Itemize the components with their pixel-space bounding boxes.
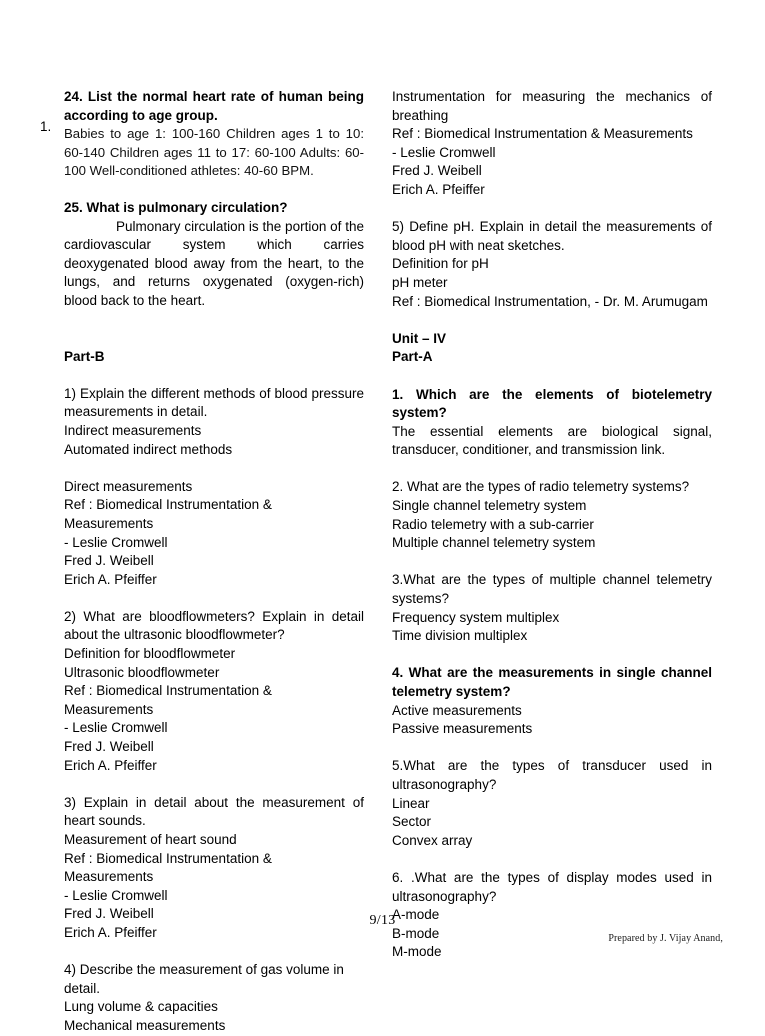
author-line: Fred J. Weibell [64, 553, 154, 569]
item-question: 3) Explain in detail about the measurement of heart sounds. [64, 794, 364, 829]
part-b-item-1 [64, 385, 364, 590]
part-b-item-2 [64, 608, 364, 775]
question-answer: The essential elements are biological signal, transducer, conditioner, and transmission link. [392, 423, 712, 458]
reference-line: Ref : Biomedical Instrumentation & Measurements [392, 126, 693, 142]
author-line: Erich A. Pfeiffer [64, 571, 157, 587]
page-number: 9/13 [369, 913, 396, 928]
answer-line: M-mode [392, 944, 442, 960]
reference-line: Ref : Biomedical Instrumentation & Measurements [64, 497, 276, 531]
answer-line: Frequency system multiplex [392, 609, 560, 625]
reference-line: Ref : Biomedical Instrumentation & Measurements [64, 683, 276, 717]
item-line: Automated indirect methods [64, 441, 233, 457]
spacer [64, 339, 364, 348]
answer-line: Sector [392, 814, 432, 830]
question-heading: 3.What are the types of multiple channel telemetry systems? [392, 572, 712, 607]
question-24-answer: Babies to age 1: 100-160 Children ages 1 to 10: 60-140 Children ages 11 to 17: 60-100 Adults: 60-100 Well-conditioned athletes: 40-60 BPM. [64, 126, 364, 178]
answer-line: Passive measurements [392, 721, 533, 737]
spacer [392, 311, 712, 330]
author-line: Fred J. Weibell [64, 906, 154, 922]
question-heading: 4. What are the measurements in single channel telemetry system? [392, 665, 712, 699]
author-line: - Leslie Cromwell [392, 144, 496, 160]
part-a-question-1 [392, 386, 712, 460]
spacer [64, 311, 364, 339]
unit-heading: Unit – IV [392, 330, 447, 346]
part-a-question-4 [392, 664, 712, 738]
spacer [64, 366, 364, 385]
right-column [392, 88, 712, 962]
part-b-item-4 [64, 961, 364, 1035]
answer-line: A-mode [392, 907, 440, 923]
author-line: - Leslie Cromwell [64, 720, 168, 736]
question-heading: 2. What are the types of radio telemetry systems? [392, 479, 690, 495]
list-marker-1: 1. [40, 119, 52, 134]
spacer [64, 943, 364, 962]
answer-line: Active measurements [392, 702, 522, 718]
question-24-heading: 24. List the normal heart rate of human being according to age group. [64, 89, 364, 123]
author-line: Fred J. Weibell [392, 163, 482, 179]
item-question: 5) Define pH. Explain in detail the measurements of blood pH with neat sketches. [392, 219, 712, 253]
part-b-heading: Part-B [64, 348, 105, 364]
author-line: Erich A. Pfeiffer [392, 181, 485, 197]
spacer [392, 739, 712, 758]
item-question: 4) Describe the measurement of gas volume in detail. [64, 962, 348, 996]
answer-line: Convex array [392, 832, 473, 848]
item-line: Mechanical measurements [64, 1017, 226, 1033]
item-line: Definition for bloodflowmeter [64, 646, 236, 662]
prepared-by-footer: Prepared by J. Vijay Anand, [608, 933, 723, 944]
question-heading: 5.What are the types of transducer used in ultrasonography? [392, 758, 712, 792]
spacer [392, 850, 712, 869]
author-line: - Leslie Cromwell [64, 887, 168, 903]
answer-line: Time division multiplex [392, 628, 528, 644]
item-question-continued: Instrumentation for measuring the mechanics of breathing [392, 89, 712, 123]
item-line: Ultrasonic bloodflowmeter [64, 664, 220, 680]
spacer [64, 180, 364, 199]
item-line: Definition for pH [392, 256, 489, 272]
left-column [64, 88, 364, 1036]
spacer [392, 367, 712, 386]
question-25-answer: Pulmonary circulation is the portion of the cardiovascular system which carries deoxygenated blood away from the heart, to the lungs, and returns oxygenated (oxygen-rich) blood back to the heart. [64, 218, 364, 308]
answer-line: Linear [392, 795, 430, 811]
item-line: Lung volume & capacities [64, 999, 218, 1015]
answer-line: Radio telemetry with a sub-carrier [392, 516, 594, 532]
answer-line: Single channel telemetry system [392, 498, 587, 514]
author-line: - Leslie Cromwell [64, 534, 168, 550]
reference-line: Ref : Biomedical Instrumentation, - Dr. M. Arumugam [392, 293, 708, 309]
item-question: 2) What are bloodflowmeters? Explain in detail about the ultrasonic bloodflowmeter? [64, 608, 364, 643]
item-line: pH meter [392, 274, 448, 290]
author-line: Erich A. Pfeiffer [64, 757, 157, 773]
spacer [64, 459, 364, 478]
answer-line: B-mode [392, 925, 440, 941]
spacer [392, 646, 712, 665]
part-a-question-2 [392, 478, 712, 552]
item-line: Measurement of heart sound [64, 832, 237, 847]
question-25-heading: 25. What is pulmonary circulation? [64, 200, 288, 215]
author-line: Fred J. Weibell [64, 739, 154, 755]
question-heading: 6. .What are the types of display modes used in ultrasonography? [392, 869, 712, 904]
spacer [64, 775, 364, 794]
part-a-question-5 [392, 757, 712, 850]
spacer [64, 589, 364, 608]
part-a-question-3 [392, 571, 712, 645]
spacer [392, 200, 712, 219]
part-b-item-5 [392, 218, 712, 311]
item-4-continued [392, 88, 712, 200]
item-question: 1) Explain the different methods of blood pressure measurements in detail. [64, 385, 364, 420]
part-a-heading: Part-A [392, 349, 433, 365]
item-line: Indirect measurements [64, 422, 202, 438]
item-line: Direct measurements [64, 478, 193, 494]
reference-line: Ref : Biomedical Instrumentation & Measurements [64, 850, 276, 885]
spacer [392, 460, 712, 479]
question-heading: 1. Which are the elements of biotelemetry system? [392, 386, 712, 421]
spacer [392, 553, 712, 572]
answer-line: Multiple channel telemetry system [392, 535, 596, 551]
author-line: Erich A. Pfeiffer [64, 924, 157, 940]
